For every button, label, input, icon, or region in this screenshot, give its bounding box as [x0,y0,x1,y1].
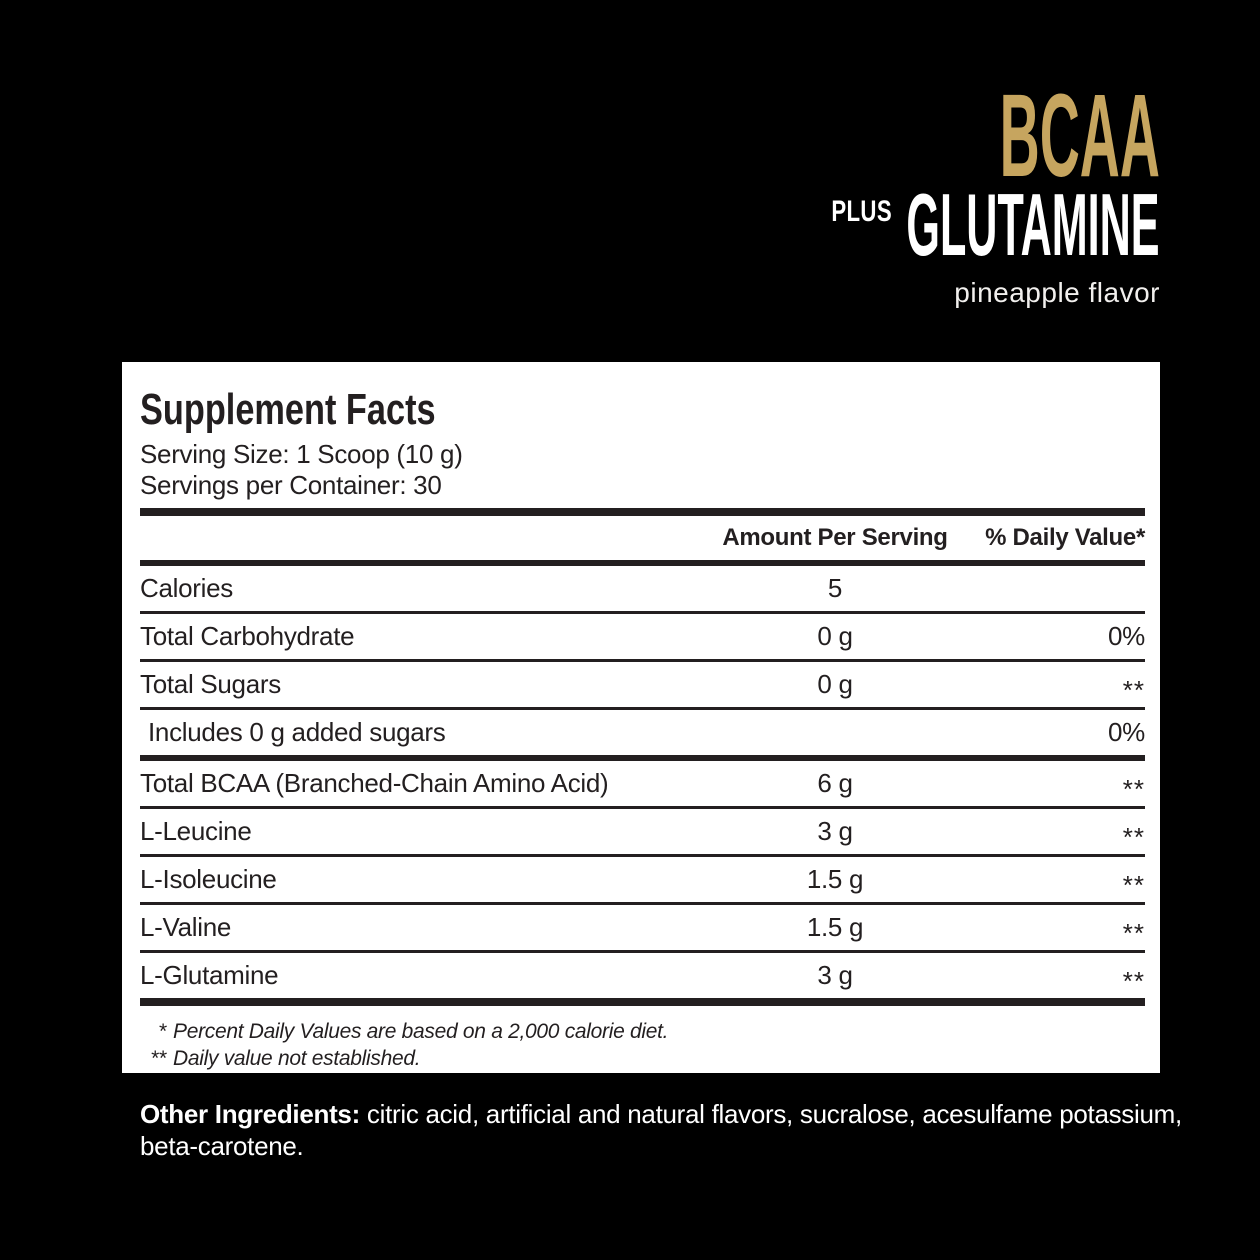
other-ingredients-line [140,1098,1220,1162]
nutrient-row [140,809,1145,854]
footnotes [140,1018,1145,1072]
divider-thick-top [140,508,1145,516]
nutrient-amount: 1.5 g [806,864,864,894]
nutrient-row [140,710,1145,755]
nutrient-daily-value [955,816,1145,852]
brand-line2 [819,174,1160,274]
nutrient-name: Includes 0 g added sugars [148,717,446,747]
other-ingredients-label: Other Ingredients: [140,1099,360,1129]
supplement-facts-panel [122,362,1160,1073]
other-ingredients-text: citric acid, artificial and natural flavors, sucralose, acesulfame potassium, beta-carotene. [140,1099,1182,1161]
nutrient-amount: 3 g [817,960,853,990]
nutrient-row [140,761,1145,806]
footnote-text: Daily value not established. [173,1047,421,1070]
nutrient-daily-value: 0% [1108,717,1145,747]
nutrient-name: L-Isoleucine [140,864,277,894]
not-established-stars: ** [1122,675,1145,705]
not-established-stars: ** [1122,918,1145,948]
nutrient-name: Total Sugars [140,669,281,699]
nutrient-daily-value [955,912,1145,948]
nutrient-name: L-Valine [140,912,232,942]
table-header-row [140,516,1145,560]
brand-plus-label: PLUS [831,194,892,228]
header-amount-per-serving: Amount Per Serving [722,524,948,551]
nutrient-amount: 3 g [817,816,853,846]
nutrient-daily-value [955,864,1145,900]
not-established-stars: ** [1122,822,1145,852]
not-established-stars: ** [1122,774,1145,804]
nutrient-row [140,857,1145,902]
nutrient-name: Calories [140,573,233,603]
brand-name-glutamine: GLUTAMINE [906,174,1160,274]
flavor-text: pineapple flavor [954,276,1160,308]
nutrient-row [140,614,1145,659]
nutrient-amount: 6 g [817,768,853,798]
nutrient-row [140,953,1145,998]
not-established-stars: ** [1122,870,1145,900]
servings-per-container-line: Servings per Container: 30 [140,470,442,500]
nutrient-amount: 0 g [817,669,853,699]
nutrient-name: Total Carbohydrate [140,621,355,651]
nutrient-name: Total BCAA (Branched-Chain Amino Acid) [140,768,609,798]
nutrient-daily-value [955,768,1145,804]
footnote-line [140,1045,1145,1072]
nutrient-rows [140,566,1145,998]
footnote-marker: ** [150,1047,166,1070]
footnote-line [140,1018,1145,1045]
nutrient-amount: 0 g [817,621,853,651]
supplement-facts-title: Supplement Facts [140,385,436,434]
divider-thick-bottom [140,998,1145,1006]
nutrient-row [140,566,1145,611]
header-daily-value: % Daily Value* [985,524,1145,551]
nutrient-daily-value [955,960,1145,996]
nutrient-row [140,662,1145,707]
serving-size-line: Serving Size: 1 Scoop (10 g) [140,439,463,469]
nutrient-daily-value [955,669,1145,705]
nutrient-name: L-Leucine [140,816,252,846]
nutrient-amount: 5 [827,573,843,603]
nutrient-daily-value: 0% [1108,621,1145,651]
brand-name-bcaa: BCAA [999,70,1160,202]
brand-block [819,70,1160,309]
footnote-text: Percent Daily Values are based on a 2,000 calorie diet. [173,1020,669,1043]
not-established-stars: ** [1122,966,1145,996]
footnote-marker: * [158,1020,166,1043]
nutrient-amount: 1.5 g [806,912,864,942]
nutrient-row [140,905,1145,950]
nutrient-name: L-Glutamine [140,960,279,990]
